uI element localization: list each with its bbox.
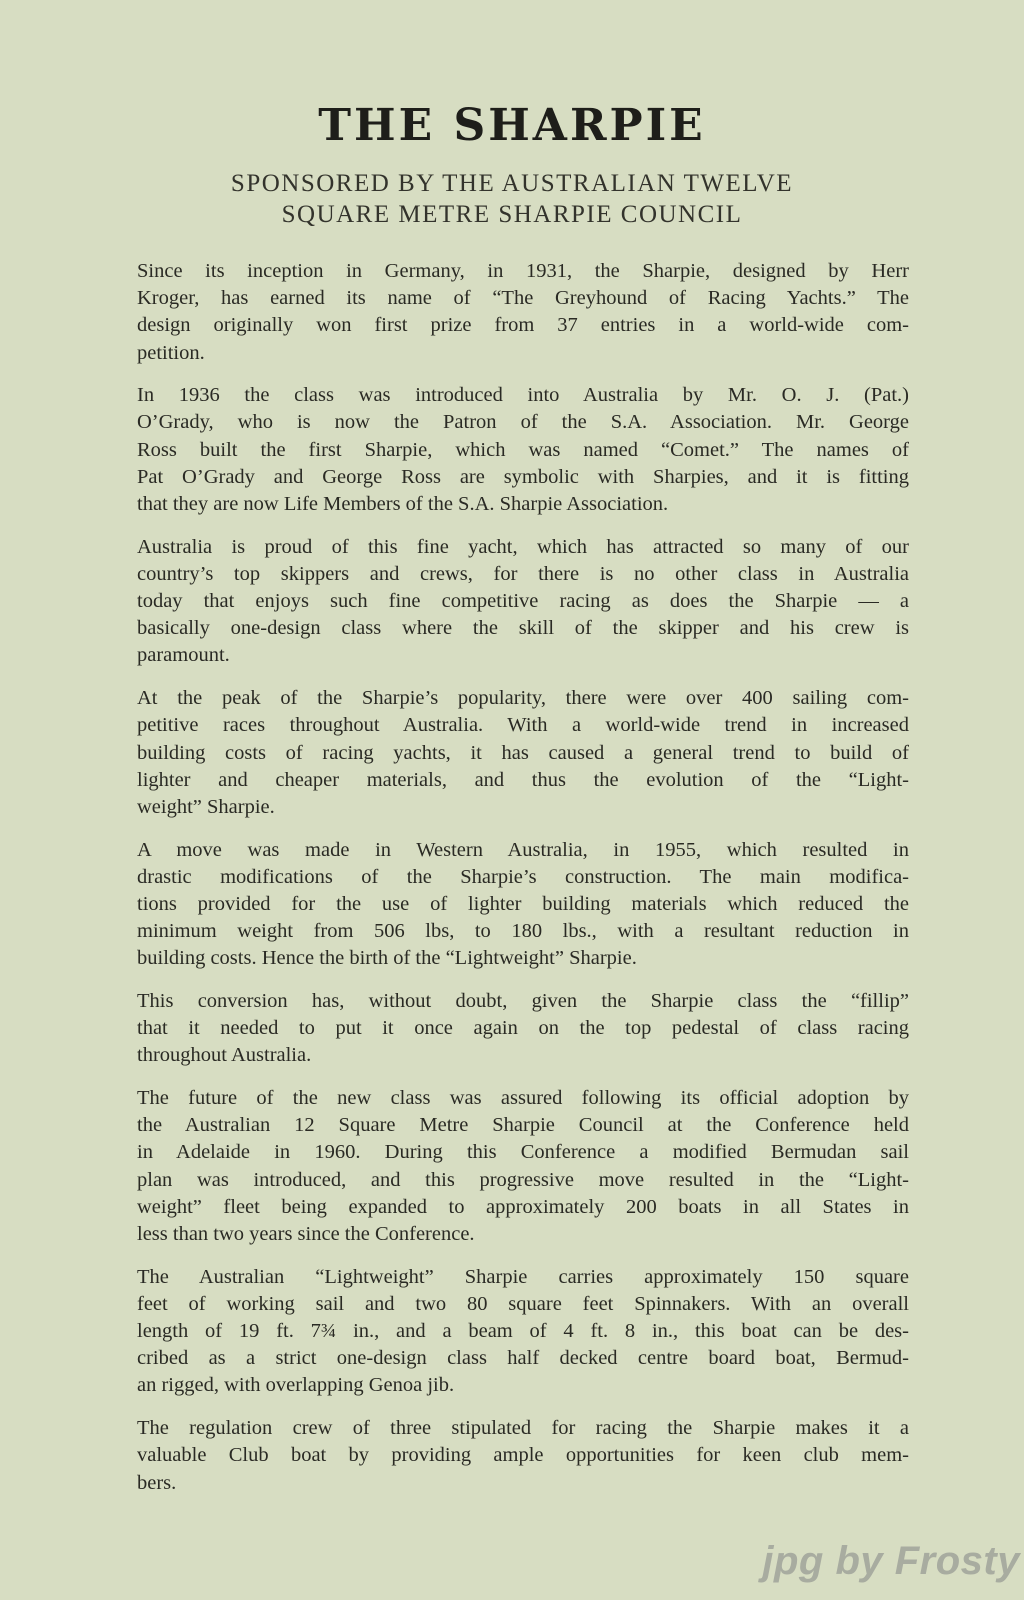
text-line: valuable Club boat by providing ample opportunities for keen club mem- — [137, 1444, 909, 1467]
text-line: Pat O’Grady and George Ross are symbolic with Sharpies, and it is fitting — [137, 465, 909, 488]
subtitle-line-1: SPONSORED BY THE AUSTRALIAN TWELVE — [230, 170, 794, 197]
text-line: At the peak of the Sharpie’s popularity, there were over 400 sailing com- — [137, 687, 909, 710]
text-line: basically one-design class where the skill of the skipper and his crew is — [137, 617, 909, 640]
text-line: country’s top skippers and crews, for there is no other class in Australia — [137, 562, 909, 585]
text-line: design originally won first prize from 37 entries in a world-wide com- — [137, 314, 909, 337]
subtitle-line-2: SQUARE METRE SHARPIE COUNCIL — [281, 201, 743, 228]
text-line: The Australian “Lightweight” Sharpie carries approximately 150 square — [137, 1265, 909, 1288]
text-line: bers. — [137, 1471, 177, 1494]
text-line: feet of working sail and two 80 square feet Spinnakers. With an overall — [137, 1292, 909, 1315]
text-line: building costs. Hence the birth of the “Lightweight” Sharpie. — [137, 947, 637, 970]
paragraph — [137, 1085, 909, 1248]
paragraph — [137, 685, 909, 821]
text-line: petition. — [137, 341, 205, 364]
text-line: in Adelaide in 1960. During this Conference a modified Bermudan sail — [137, 1141, 909, 1164]
text-line: This conversion has, without doubt, given the Sharpie class the “fillip” — [137, 990, 909, 1012]
text-line: tions provided for the use of lighter building materials which reduced the — [137, 892, 909, 915]
text-line: an rigged, with overlapping Genoa jib. — [137, 1374, 455, 1397]
text-line: less than two years since the Conference. — [137, 1223, 475, 1245]
watermark: jpg by Frosty — [762, 1539, 1020, 1583]
text-line: cribed as a strict one-design class half decked centre board boat, Bermud- — [137, 1347, 909, 1370]
text-line: Since its inception in Germany, in 1931, the Sharpie, designed by Herr — [137, 260, 909, 282]
text-line: petitive races throughout Australia. With a world-wide trend in increased — [137, 714, 909, 737]
text-line: In 1936 the class was introduced into Australia by Mr. O. J. (Pat.) — [137, 384, 909, 407]
text-line: O’Grady, who is now the Patron of the S.A. Association. Mr. George — [137, 411, 909, 434]
text-line: the Australian 12 Square Metre Sharpie Council at the Conference held — [137, 1114, 909, 1137]
text-line: minimum weight from 506 lbs, to 180 lbs., with a resultant reduction in — [137, 920, 909, 943]
page-title: THE SHARPIE — [318, 100, 706, 151]
text-line: throughout Australia. — [137, 1044, 312, 1067]
article-body — [137, 258, 909, 1512]
text-line: that it needed to put it once again on the top pedestal of class racing — [137, 1017, 909, 1040]
paragraph — [137, 258, 909, 367]
text-line: The future of the new class was assured following its official adoption by — [137, 1087, 909, 1110]
text-line: Kroger, has earned its name of “The Greyhound of Racing Yachts.” The — [137, 287, 909, 310]
text-line: Ross built the first Sharpie, which was named “Comet.” The names of — [137, 438, 909, 461]
paragraph — [137, 1415, 909, 1497]
text-line: Australia is proud of this fine yacht, which has attracted so many of our — [137, 535, 909, 558]
text-line: A move was made in Western Australia, in 1955, which resulted in — [137, 838, 909, 861]
text-line: length of 19 ft. 7¾ in., and a beam of 4 ft. 8 in., this boat can be des- — [137, 1320, 909, 1343]
text-line: paramount. — [137, 644, 230, 667]
paragraph — [137, 837, 909, 973]
paragraph — [137, 988, 909, 1070]
text-line: weight” fleet being expanded to approximately 200 boats in all States in — [137, 1195, 909, 1218]
text-line: drastic modifications of the Sharpie’s construction. The main modifica- — [137, 865, 909, 888]
text-line: lighter and cheaper materials, and thus the evolution of the “Light- — [137, 768, 909, 791]
paragraph — [137, 1264, 909, 1400]
paragraph — [137, 534, 909, 670]
text-line: weight” Sharpie. — [137, 795, 275, 818]
text-line: plan was introduced, and this progressive move resulted in the “Light- — [137, 1168, 909, 1191]
text-line: building costs of racing yachts, it has caused a general trend to build of — [137, 741, 909, 764]
paragraph — [137, 382, 909, 518]
text-line: The regulation crew of three stipulated for racing the Sharpie makes it a — [137, 1417, 909, 1440]
text-line: that they are now Life Members of the S.A. Sharpie Association. — [137, 493, 669, 515]
text-line: today that enjoys such fine competitive racing as does the Sharpie — a — [137, 590, 909, 613]
